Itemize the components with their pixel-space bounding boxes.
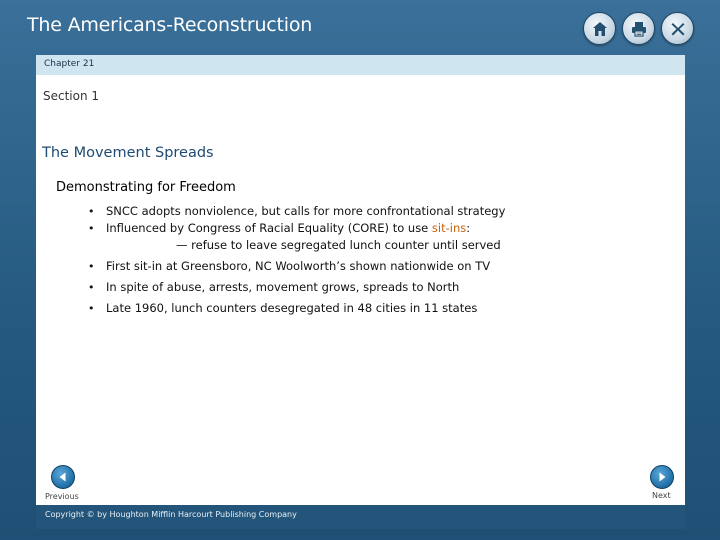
print-icon xyxy=(630,20,648,38)
section-label: Section 1 xyxy=(43,89,100,103)
list-item-text: Influenced by Congress of Racial Equality (CORE) to use xyxy=(106,221,432,235)
bullet-icon: • xyxy=(88,205,95,218)
bullet-list xyxy=(88,203,505,317)
list-item-text: First sit-in at Greensboro, NC Woolworth’s shown nationwide on TV xyxy=(106,259,491,273)
slide-title: The Movement Spreads xyxy=(42,145,214,161)
list-item-continuation: — refuse to leave segregated lunch counter until served xyxy=(176,238,501,252)
app-title: The Americans-Reconstruction xyxy=(27,14,313,36)
list-item xyxy=(88,203,505,220)
list-item-text: SNCC adopts nonviolence, but calls for more confrontational strategy xyxy=(106,204,506,218)
arrow-left-icon xyxy=(57,471,69,483)
top-nav xyxy=(583,12,694,45)
previous-label[interactable]: Previous xyxy=(45,492,79,501)
list-item xyxy=(88,258,505,275)
home-icon xyxy=(591,20,609,38)
next-label[interactable]: Next xyxy=(652,491,671,500)
print-button[interactable] xyxy=(622,12,655,45)
close-icon xyxy=(669,20,687,38)
list-item xyxy=(88,279,505,296)
copyright-text: Copyright © by Houghton Mifflin Harcourt Publishing Company xyxy=(45,510,297,519)
home-button[interactable] xyxy=(583,12,616,45)
chapter-bar xyxy=(36,55,685,75)
close-button[interactable] xyxy=(661,12,694,45)
bullet-icon: • xyxy=(88,281,95,294)
slide-content xyxy=(36,75,685,505)
previous-button[interactable] xyxy=(51,465,75,489)
list-item-text: Late 1960, lunch counters desegregated in 48 cities in 11 states xyxy=(106,301,478,315)
list-item xyxy=(88,300,505,317)
list-item-text: In spite of abuse, arrests, movement grows, spreads to North xyxy=(106,280,460,294)
bullet-icon: • xyxy=(88,260,95,273)
footer-bar xyxy=(36,505,685,529)
highlight-term: sit-ins xyxy=(431,221,467,235)
arrow-right-icon xyxy=(656,471,668,483)
bullet-icon: • xyxy=(88,302,95,315)
subheading: Demonstrating for Freedom xyxy=(56,180,236,195)
list-item-text: : xyxy=(466,221,471,235)
next-button[interactable] xyxy=(650,465,674,489)
bullet-icon: • xyxy=(88,222,95,235)
chapter-label: Chapter 21 xyxy=(44,59,95,69)
list-item xyxy=(88,220,505,237)
